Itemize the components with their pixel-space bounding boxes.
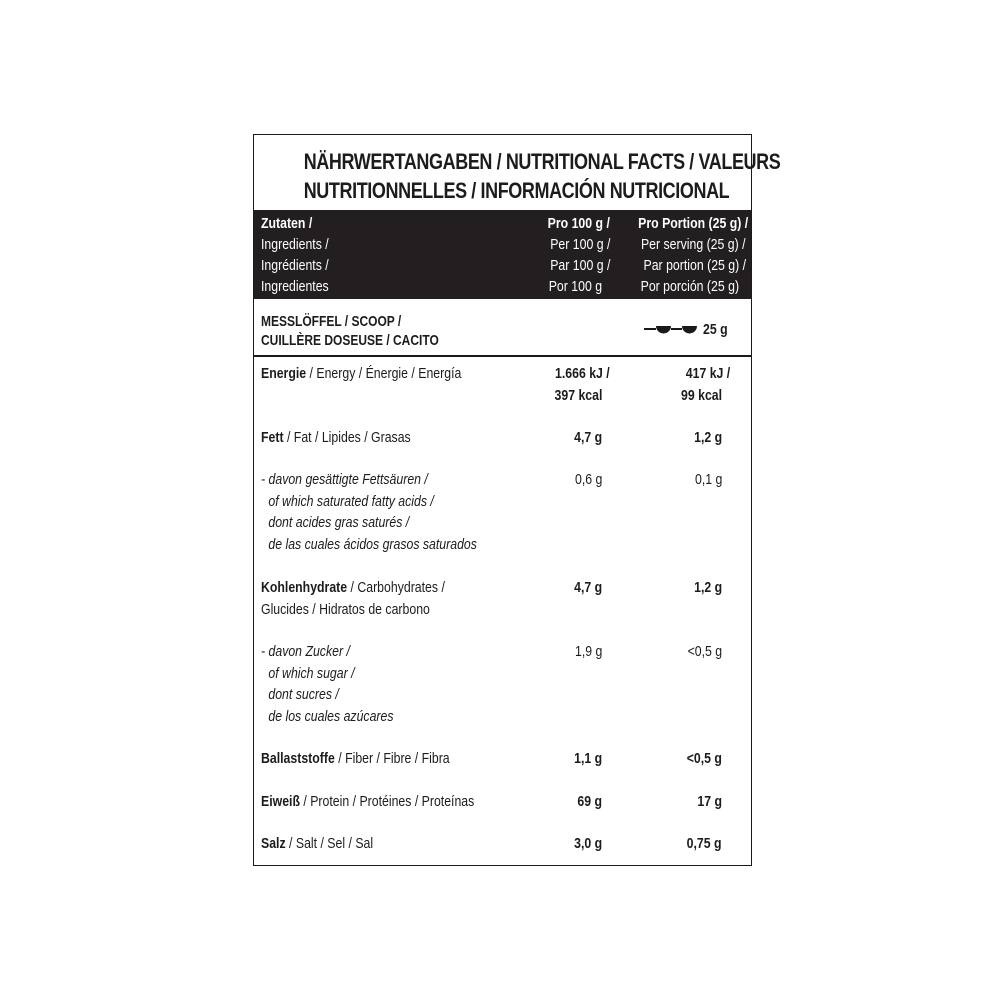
header-ingredients-fr: Ingrédients / xyxy=(261,257,329,274)
protein-portion: 17 g xyxy=(697,793,722,810)
title-line-2: NUTRITIONNELLES / INFORMACIÓN NUTRICIONAL xyxy=(303,178,730,203)
fat-portion: 1,2 g xyxy=(693,429,722,446)
sugar-label-3: dont sucres / xyxy=(268,686,339,703)
header-per100-de: Pro 100 g / xyxy=(547,215,610,232)
saturated-label-1: - davon gesättigte Fettsäuren / xyxy=(261,471,428,488)
saturated-label-2: of which saturated fatty acids / xyxy=(268,493,434,510)
energy-per100-kj: 1.666 kJ / xyxy=(555,365,610,382)
energy-portion-kj: 417 kJ / xyxy=(685,365,730,382)
sugar-label-2: of which sugar / xyxy=(268,665,355,682)
energy-label: Energie / Energy / Énergie / Energía xyxy=(261,365,462,382)
scoop-label-2: CUILLÈRE DOSEUSE / CACITO xyxy=(261,332,439,349)
salt-label: Salz / Salt / Sel / Sal xyxy=(261,835,374,852)
header-ingredients-es: Ingredientes xyxy=(261,278,329,295)
sugar-label-1: - davon Zucker / xyxy=(261,643,350,660)
scoop-divider xyxy=(254,355,751,357)
column-header-band xyxy=(254,210,751,299)
fiber-label: Ballaststoffe / Fiber / Fibre / Fibra xyxy=(261,750,450,767)
carbs-portion: 1,2 g xyxy=(693,579,722,596)
carbs-per100: 4,7 g xyxy=(573,579,602,596)
energy-portion-kcal: 99 kcal xyxy=(680,387,722,404)
title-line-1: NÄHRWERTANGABEN / NUTRITIONAL FACTS / VALEURS xyxy=(303,149,781,174)
fat-per100: 4,7 g xyxy=(573,429,602,446)
sugar-per100: 1,9 g xyxy=(574,643,602,660)
protein-per100: 69 g xyxy=(577,793,602,810)
header-portion-es: Por porción (25 g) xyxy=(640,278,739,295)
header-portion-en: Per serving (25 g) / xyxy=(641,236,746,253)
header-per100-en: Per 100 g / xyxy=(549,236,610,253)
saturated-label-4: de las cuales ácidos grasos saturados xyxy=(268,536,477,553)
header-portion-de: Pro Portion (25 g) / xyxy=(637,215,748,232)
scoop-amount: 25 g xyxy=(703,321,728,338)
scoop-icon xyxy=(644,321,702,337)
nutrition-facts-panel xyxy=(253,134,781,866)
header-per100-fr: Par 100 g / xyxy=(549,257,610,274)
header-per100-es: Por 100 g xyxy=(548,278,602,295)
saturated-portion: 0,1 g xyxy=(694,471,722,488)
carbs-label: Kohlenhydrate / Carbohydrates / xyxy=(261,579,445,596)
protein-label: Eiweiß / Protein / Protéines / Proteínas xyxy=(261,793,475,810)
sugar-portion: <0,5 g xyxy=(687,643,722,660)
header-ingredients-de: Zutaten / xyxy=(261,215,313,232)
energy-per100-kcal: 397 kcal xyxy=(554,387,602,404)
saturated-per100: 0,6 g xyxy=(574,471,602,488)
fiber-portion: <0,5 g xyxy=(686,750,722,767)
salt-portion: 0,75 g xyxy=(687,835,722,852)
fiber-per100: 1,1 g xyxy=(573,750,602,767)
header-portion-fr: Par portion (25 g) / xyxy=(643,257,746,274)
fat-label: Fett / Fat / Lipides / Grasas xyxy=(261,429,411,446)
sugar-label-4: de los cuales azúcares xyxy=(268,708,394,725)
saturated-label-3: dont acides gras saturés / xyxy=(268,514,410,531)
scoop-label-1: MESSLÖFFEL / SCOOP / xyxy=(261,313,402,330)
carbs-label-2: Glucides / Hidratos de carbono xyxy=(261,601,430,618)
header-ingredients-en: Ingredients / xyxy=(261,236,329,253)
panel-title xyxy=(303,147,781,205)
salt-per100: 3,0 g xyxy=(573,835,602,852)
